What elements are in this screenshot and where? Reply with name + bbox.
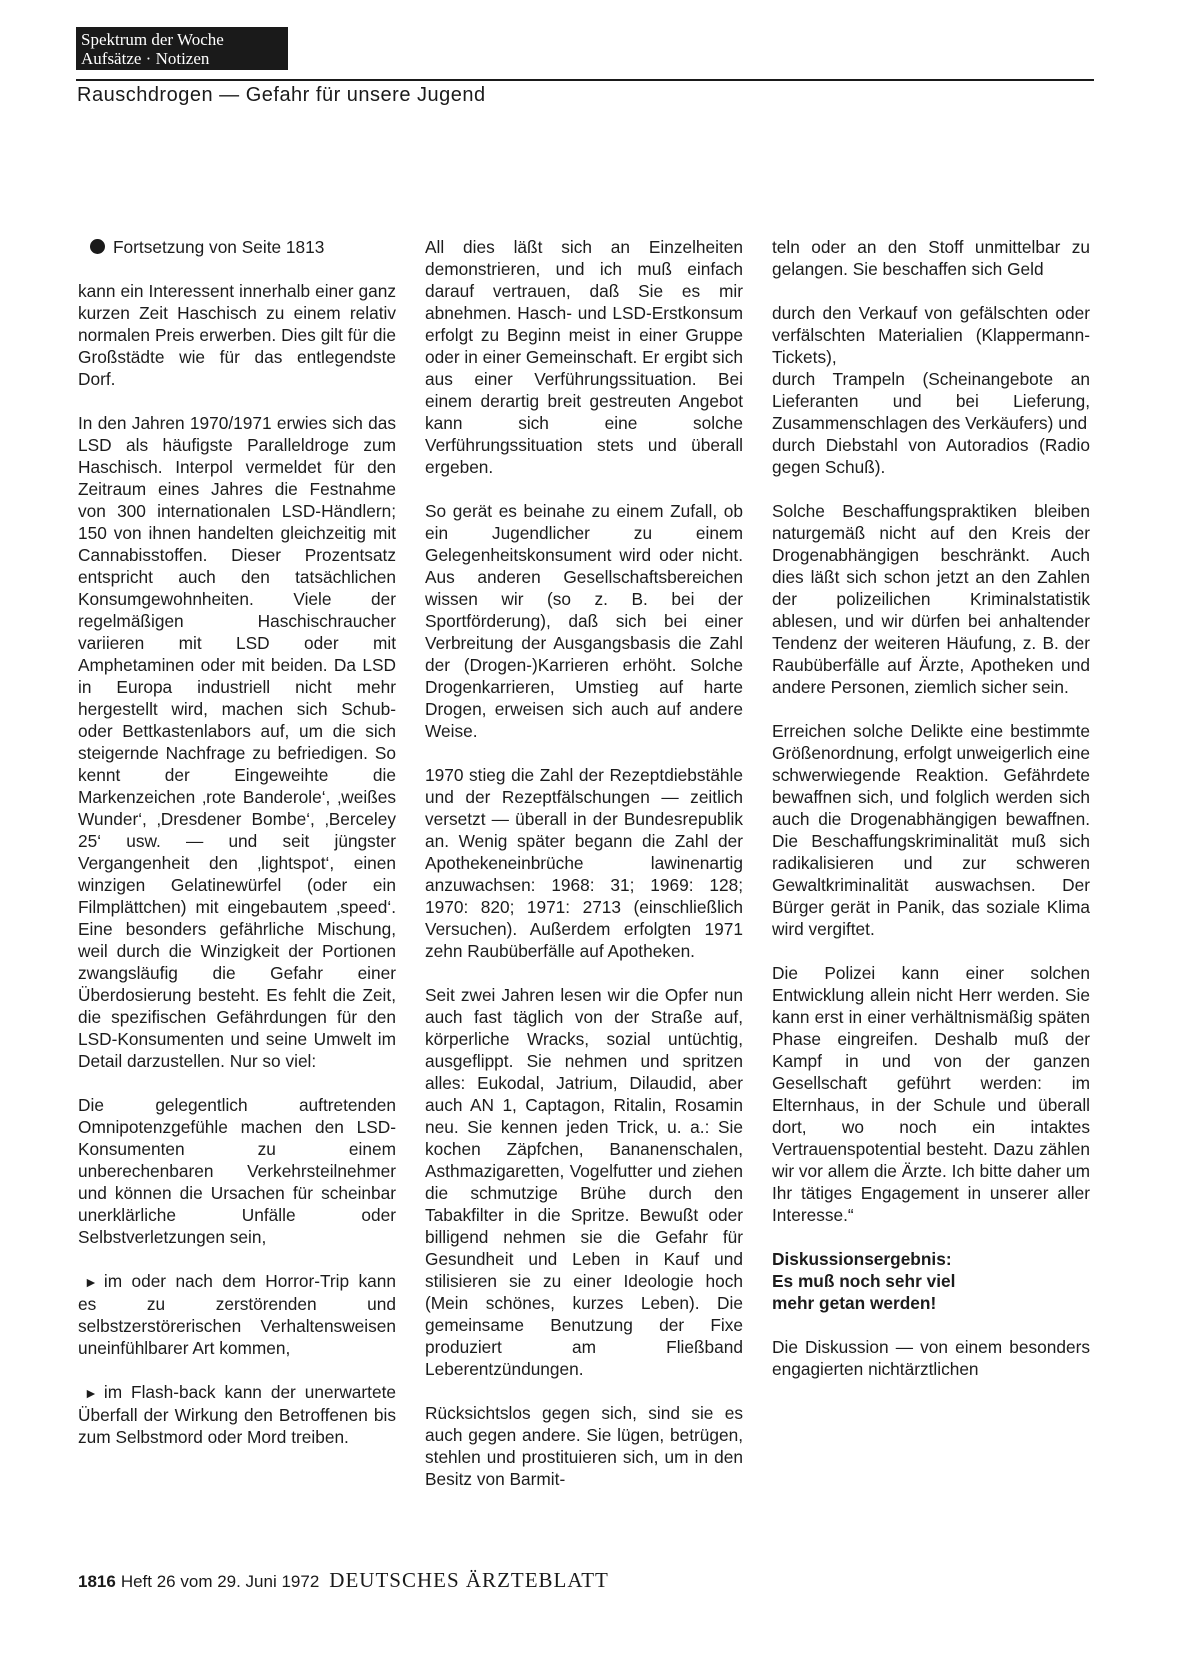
section-header-line2: Aufsätze · Notizen	[81, 49, 210, 68]
heading-line: Es muß noch sehr viel	[772, 1271, 956, 1291]
section-header-line1: Spektrum der Woche	[81, 30, 224, 49]
triangle-bullet-icon: ►	[84, 1274, 98, 1290]
page-footer	[78, 1568, 609, 1593]
paragraph: durch den Verkauf von gefälschten oder verfälschten Materialien (Klappermann-Tickets),	[772, 303, 1090, 367]
paragraph: 1970 stieg die Zahl der Rezeptdiebstähle und der Rezeptfälschungen — zeitlich versetzt — überall in der Bundesrepublik an. Wenig später begann die Zahl der Apothekeneinbrüche lawinenartig anzuwachsen: 1968: 31; 1969: 128; 1970: 820; 1971: 2713 (einschließlich Versuchen). Außerdem erfolgten 1971 zehn Raubüberfälle auf Apotheken.	[425, 765, 743, 961]
paragraph: All dies läßt sich an Einzelheiten demonstrieren, und ich muß einfach darauf vertrauen, daß Sie es mir abnehmen. Hasch- und LSD-Erstkonsum erfolgt zu Beginn meist in einer Gruppe oder in einer Gemeinschaft. Er ergibt sich aus einer Verführungssituation. Bei einem derartig breit gestreuten Angebot kann sich eine solche Verführungssituation stets und überall ergeben.	[425, 237, 743, 477]
paragraph: Die Diskussion — von einem besonders engagierten nichtärztlichen	[772, 1337, 1090, 1379]
masthead: DEUTSCHES ÄRZTEBLATT	[329, 1568, 609, 1592]
paragraph: durch Diebstahl von Autoradios (Radio gegen Schuß).	[772, 435, 1090, 477]
column-3	[772, 236, 1090, 1402]
continuation-note	[78, 236, 396, 258]
column-2	[425, 236, 743, 1512]
paragraph: teln oder an den Stoff unmittelbar zu gelangen. Sie beschaffen sich Geld	[772, 237, 1090, 279]
paragraph: Rücksichtslos gegen sich, sind sie es auch gegen andere. Sie lügen, betrügen, stehlen und prostituieren sich, um in den Besitz von Barmit-	[425, 1403, 743, 1489]
bullet-text: im oder nach dem Horror-Trip kann es zu zerstörenden und selbstzerstörerischen Verhaltensweisen uneinfühlbarer Art kommen,	[78, 1271, 396, 1358]
bullet-paragraph	[78, 1381, 396, 1448]
paragraph: kann ein Interessent innerhalb einer ganz kurzen Zeit Haschisch zu einem relativ normalen Preis erwerben. Dies gilt für die Großstädte wie für das entlegendste Dorf.	[78, 281, 396, 389]
bullet-text: im Flash-back kann der unerwartete Überfall der Wirkung den Betroffenen bis zum Selbstmord oder Mord treiben.	[78, 1382, 396, 1447]
paragraph: Solche Beschaffungspraktiken bleiben naturgemäß nicht auf den Kreis der Drogenabhängigen beschränkt. Auch dies läßt sich schon jetzt an den Zahlen der polizeilichen Kriminalstatistik ablesen, und wir dürfen bei anhaltender Tendenz der weiteren Häufung, z. B. der Raubüberfälle auf Ärzte, Apotheken und andere Personen, ziemlich sicher sein.	[772, 501, 1090, 697]
bullet-dot-icon	[90, 239, 105, 254]
section-heading	[772, 1248, 1090, 1314]
paragraph: Seit zwei Jahren lesen wir die Opfer nun auch fast täglich von der Straße auf, körperliche Wracks, sozial untüchtig, ausgeflippt. Sie nehmen und spritzen alles: Eukodal, Jatrium, Dilaudid, aber auch AN 1, Captagon, Ritalin, Rosamin neu. Sie kennen jeden Trick, u. a.: Sie kochen Zäpfchen, Bananenschalen, Asthmazigaretten, Vogelfutter und ziehen die schmutzige Brühe durch den Tabakfilter in die Spritze. Bewußt oder billigend nehmen sie die Gefahr für Gesundheit und Leben in Kauf und stilisieren sie zu einer Ideologie hoch (Mein schönes, kurzes Leben). Die gemeinsame Benutzung der Fixe produziert am Fließband Leberentzündungen.	[425, 985, 743, 1379]
paragraph: Die gelegentlich auftretenden Omnipotenzgefühle machen den LSD-Konsumenten zu einem unberechenbaren Verkehrsteilnehmer und können die Ursachen für scheinbar unerklärliche Unfälle oder Selbstverletzungen sein,	[78, 1095, 396, 1247]
paragraph: So gerät es beinahe zu einem Zufall, ob ein Jugendlicher zu einem Gelegenheitskonsument wird oder nicht. Aus anderen Gesellschaftsbereichen wissen wir (so z. B. bei der Sportförderung), daß sich bei einer Verbreitung der Ausgangsbasis die Zahl der (Drogen-)Karrieren erhöht. Solche Drogenkarrieren, Umstieg auf harte Drogen, erweisen sich auch auf andere Weise.	[425, 501, 743, 741]
paragraph: Die Polizei kann einer solchen Entwicklung allein nicht Herr werden. Sie kann erst in einer verhältnismäßig späten Phase eingreifen. Deshalb muß der Kampf in und von der ganzen Gesellschaft geführt werden: im Elternhaus, in der Schule und überall dort, wo noch ein intaktes Vertrauenspotential besteht. Dazu zählen wir vor allem die Ärzte. Ich bitte daher um Ihr tätiges Engagement in unserer aller Interesse.“	[772, 963, 1090, 1225]
section-header-box	[76, 27, 288, 70]
issue-info: Heft 26 vom 29. Juni 1972	[120, 1572, 320, 1591]
heading-line: Diskussionsergebnis:	[772, 1249, 952, 1269]
article-title: Rauschdrogen — Gefahr für unsere Jugend	[77, 84, 486, 106]
paragraph: In den Jahren 1970/1971 erwies sich das LSD als häufigste Paralleldroge zum Haschisch. Interpol vermeldet für den Zeitraum eines Jahres die Festnahme von 300 internationalen LSD-Händlern; 150 von ihnen handelten gleichzeitig mit Cannabisstoffen. Dieser Prozentsatz entspricht auch den tatsächlichen Konsumgewohnheiten. Viele der regelmäßigen Haschischraucher variieren mit LSD oder mit Amphetaminen oder mit beiden. Da LSD in Europa industriell nicht mehr hergestellt wird, machen sich Schub- oder Bettkastenlabors auf, um die sich steigernde Nachfrage zu befriedigen. So kennt der Eingeweihte die Markenzeichen ‚rote Banderole‘, ‚weißes Wunder‘, ‚Dresdener Bombe‘, ‚Berceley 25‘ usw. — und seit jüngster Vergangenheit den ‚lightspot‘, einen winzigen Gelatinewürfel (oder ein Filmplättchen) mit eingebautem ‚speed‘. Eine besonders gefährliche Mischung, weil durch die Winzigkeit der Portionen zwangsläufig die Gefahr einer Überdosierung besteht. Es fehlt die Zeit, die spezifischen Gefährdungen für den LSD-Konsumenten und seine Umwelt im Detail darzustellen. Nur so viel:	[78, 413, 396, 1071]
continuation-text: Fortsetzung von Seite 1813	[113, 237, 325, 257]
bullet-paragraph	[78, 1270, 396, 1359]
column-1	[78, 236, 396, 1470]
paragraph: Erreichen solche Delikte eine bestimmte Größenordnung, erfolgt unweigerlich eine schwerwiegende Reaktion. Gefährdete bewaffnen sich, und folglich werden sich auch die Drogenabhängigen bewaffnen. Die Beschaffungskriminalität muß sich radikalisieren und zur schweren Gewaltkriminalität auswachsen. Der Bürger gerät in Panik, das soziale Klima wird vergiftet.	[772, 721, 1090, 939]
heading-line: mehr getan werden!	[772, 1293, 937, 1313]
triangle-bullet-icon: ►	[84, 1385, 98, 1401]
page-number: 1816	[78, 1572, 116, 1591]
paragraph: durch Trampeln (Scheinangebote an Lieferanten und bei Lieferung, Zusammenschlagen des Verkäufers) und	[772, 369, 1090, 433]
header-rule	[76, 79, 1094, 81]
